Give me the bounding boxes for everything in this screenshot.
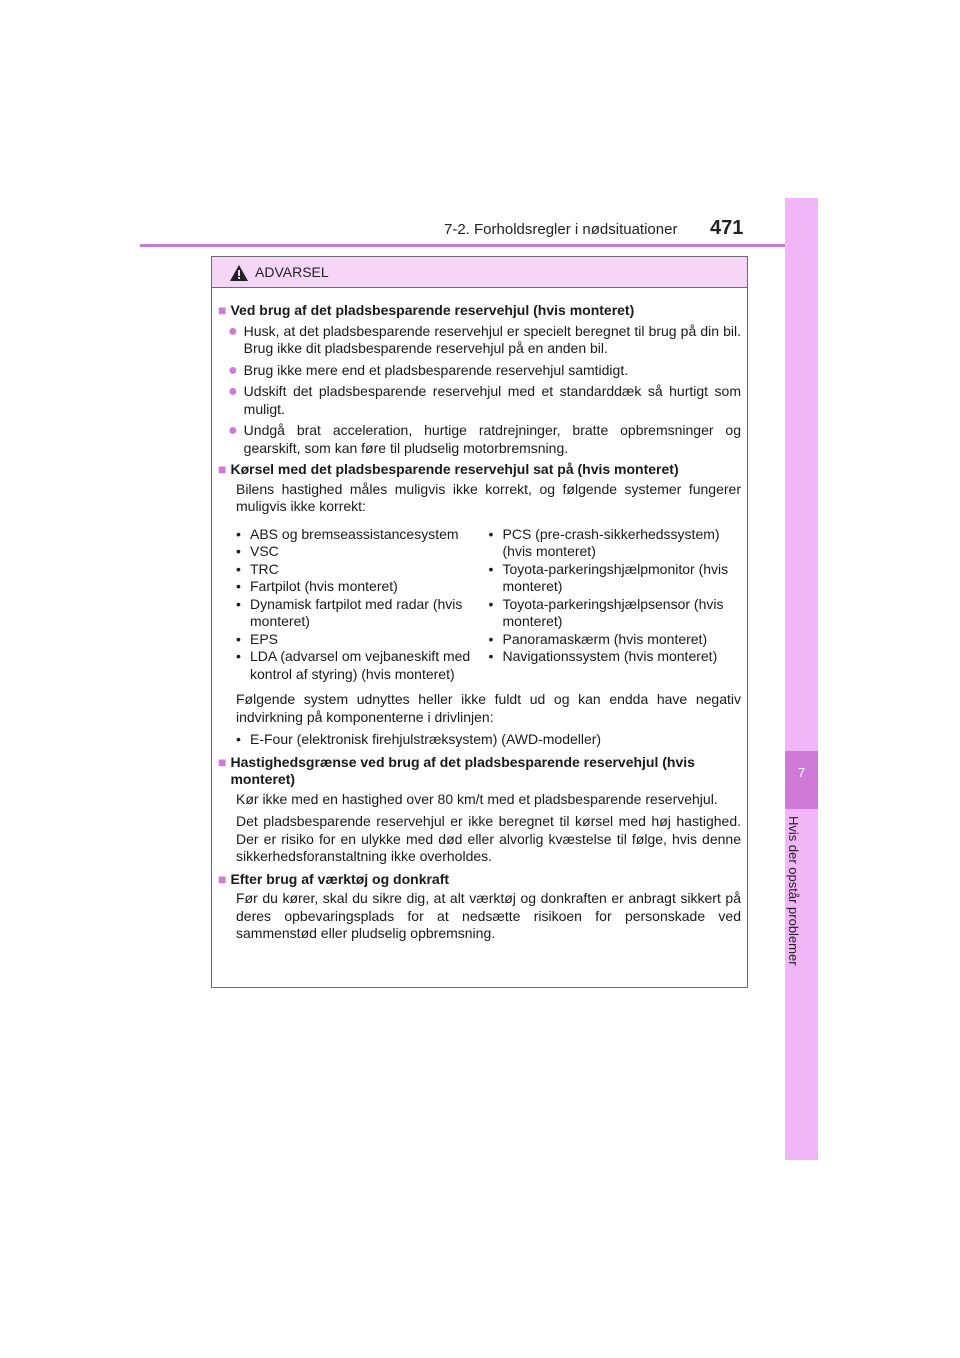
- circle-bullet-icon: ●: [228, 383, 238, 400]
- list-item: ● Husk, at det pladsbesparende reservehjul er specielt beregnet til brug på din bil. Brug ikke dit pladsbesparende reservehjul på en anden bil.: [228, 322, 741, 356]
- chapter-label: Hvis der opstår problemer: [786, 816, 801, 966]
- paragraph: Før du kører, skal du sikre dig, at alt værktøj og donkraften er anbragt sikkert på deres opbevaringsplads for at nedsætte risikoen for personskade ved sammenstød eller pludselig opbremsning.: [236, 890, 741, 941]
- warning-box: [211, 256, 748, 988]
- list-item: • PCS (pre-crash-sikkerhedssystem) (hvis monteret): [489, 526, 742, 561]
- paragraph: Bilens hastighed måles muligvis ikke korrekt, og følgende systemer fungerer muligvis ikke korrekt:: [236, 480, 741, 514]
- warning-header: [212, 257, 747, 288]
- section-heading: ■ Ved brug af det pladsbesparende reservehjul (hvis monteret): [218, 302, 635, 318]
- list-item: • E-Four (elektronisk firehjulstræksystem) (AWD-modeller): [236, 731, 741, 749]
- section-heading: ■ Efter brug af værktøj og donkraft: [218, 870, 450, 887]
- page-number: 471: [710, 217, 744, 239]
- list-item: • TRC: [236, 561, 489, 579]
- systems-list: [236, 526, 741, 684]
- warning-title: ADVARSEL: [255, 264, 329, 280]
- warning-icon: [229, 264, 249, 282]
- warning-content: [212, 288, 747, 943]
- section-heading: ■ Hastighedsgrænse ved brug af det pladsbesparende reservehjul (hvis monteret): [218, 753, 695, 787]
- list-item: ● Udskift det pladsbesparende reservehjul med et standarddæk så hurtigt som muligt.: [228, 383, 741, 417]
- list-item: ● Undgå brat acceleration, hurtige ratdrejninger, bratte opbremsninger og gearskift, som kan føre til pludselig motorbremsning.: [228, 422, 741, 456]
- section-title: 7-2. Forholdsregler i nødsituationer: [444, 221, 678, 238]
- list-item: • Toyota-parkeringshjælpmonitor (hvis monteret): [489, 561, 742, 596]
- square-bullet-icon: ■: [218, 753, 227, 770]
- list-item: • Fartpilot (hvis monteret): [236, 578, 489, 596]
- square-bullet-icon: ■: [218, 870, 227, 887]
- chapter-number: 7: [797, 765, 806, 780]
- square-bullet-icon: ■: [218, 302, 227, 318]
- paragraph: Følgende system udnyttes heller ikke fuldt ud og kan endda have negativ indvirkning på komponenterne i drivlinjen:: [236, 691, 741, 725]
- square-bullet-icon: ■: [218, 461, 227, 477]
- paragraph: Kør ikke med en hastighed over 80 km/t med et pladsbesparende reservehjul.: [236, 790, 718, 807]
- circle-bullet-icon: ●: [228, 361, 238, 379]
- list-item: • Navigationssystem (hvis monteret): [489, 648, 742, 666]
- list-item: • VSC: [236, 543, 489, 561]
- chapter-tab[interactable]: [785, 751, 818, 809]
- section-heading: ■ Kørsel med det pladsbesparende reservehjul sat på (hvis monteret): [218, 461, 679, 477]
- circle-bullet-icon: ●: [228, 422, 238, 439]
- header-rule: [140, 244, 818, 247]
- paragraph: Det pladsbesparende reservehjul er ikke beregnet til kørsel med høj hastighed. Der er risiko for en ulykke med død eller alvorlig kvæstelse til følge, hvis denne sikkerhedsforanstaltning ikke overholdes.: [236, 813, 741, 864]
- list-item: • ABS og bremseassistancesystem: [236, 526, 489, 544]
- circle-bullet-icon: ●: [228, 322, 238, 340]
- list-item: ● Brug ikke mere end et pladsbesparende reservehjul samtidigt.: [228, 361, 629, 379]
- list-item: • Toyota-parkeringshjælpsensor (hvis monteret): [489, 596, 742, 631]
- list-item: • Panoramaskærm (hvis monteret): [489, 631, 742, 649]
- list-item: • EPS: [236, 631, 489, 649]
- list-item: • LDA (advarsel om vejbaneskift med kontrol af styring) (hvis monteret): [236, 648, 489, 683]
- list-item: • Dynamisk fartpilot med radar (hvis monteret): [236, 596, 489, 631]
- chapter-tab-strip: [785, 198, 818, 1160]
